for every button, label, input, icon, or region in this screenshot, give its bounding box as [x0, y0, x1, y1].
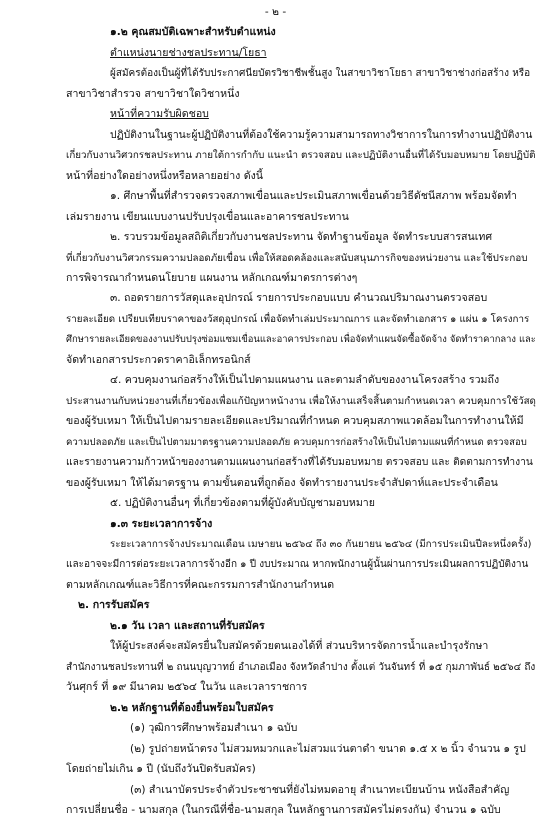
- duty-1-line: ๑. ศึกษาพื้นที่สำรวจตรวจสภาพเขื่อนและประเมินสภาพเขื่อนด้วยวิธีดัชนีสภาพ พร้อมจัดทำ: [110, 190, 517, 203]
- evidence-item: (๓) สำเนาบัตรประจำตัวประชาชนที่ยังไม่หมดอายุ สำเนาทะเบียนบ้าน หนังสือสำคัญ: [130, 783, 510, 796]
- evidence-item: (๒) รูปถ่ายหน้าตรง ไม่สวมหมวกและไม่สวมแว่นตาดำ ขนาด ๑.๕ x ๒ นิ้ว จำนวน ๑ รูป: [130, 742, 526, 755]
- employment-period-line: และอาจจะมีการต่อระยะเวลาการจ้างอีก ๑ ปี งบประมาณ หากพนักงานผู้นั้นผ่านการประเมินผลการปฏิบัติงาน: [66, 559, 529, 571]
- duty-1-line: เล่มรายงาน เขียนแบบงานปรับปรุงเขื่อนและอาคารชลประทาน: [66, 210, 349, 223]
- section-1-2-heading: ๑.๒ คุณสมบัติเฉพาะสำหรับตำแหน่ง: [110, 26, 276, 39]
- section-2-2-heading: ๒.๒ หลักฐานที่ต้องยื่นพร้อมใบสมัคร: [110, 701, 274, 714]
- page-number: - ๒ -: [264, 6, 287, 18]
- duties-heading: หน้าที่ความรับผิดชอบ: [110, 108, 209, 121]
- duties-intro-line: ปฏิบัติงานในฐานะผู้ปฏิบัติงานที่ต้องใช้ความรู้ความสามารถทางวิชาการในการทำงานปฏิบัติงาน: [110, 128, 533, 141]
- duties-intro-line: หน้าที่อย่างใดอย่างหนึ่งหรือหลายอย่าง ดังนี้: [66, 169, 264, 182]
- employment-period-line: ตามหลักเกณฑ์และวิธีการที่คณะกรรมการสำนักงานกำหนด: [66, 578, 335, 591]
- duty-4-line: ของผู้รับเหมา ให้ได้มาตรฐาน ตามขั้นตอนที่ถูกต้อง จัดทำรายงานประจำสัปดาห์และประจำเดือน: [66, 476, 498, 489]
- evidence-item: การเปลี่ยนชื่อ - นามสกุล (ในกรณีที่ชื่อ-นามสกุล ในหลักฐานการสมัครไม่ตรงกัน) จำนวน ๑ ฉบับ: [66, 804, 501, 816]
- evidence-item: (๑) วุฒิการศึกษาพร้อมสำเนา ๑ ฉบับ: [130, 722, 298, 735]
- position-title: ตำแหน่งนายช่างชลประทาน/โยธา: [110, 46, 267, 59]
- duties-intro-line: เกี่ยวกับงานวิศวกรชลประทาน ภายใต้การกำกับ แนะนำ ตรวจสอบ และปฏิบัติงานอื่นที่ได้รับมอบหมาย โดยปฏิบัติ: [66, 150, 536, 162]
- qualification-line: ผู้สมัครต้องเป็นผู้ที่ได้รับประกาศนียบัตรวิชาชีพชั้นสูง ในสาขาวิชาโยธา สาขาวิชาช่างก่อสร้าง หรือ: [110, 68, 531, 80]
- duty-3-line: ศึกษารายละเอียดของงานปรับปรุงซ่อมแซมเขื่อนและอาคารประกอบ เพื่อจัดทำแผนจัดซื้อจัดจ้าง จัดทำราคากลาง และ: [66, 334, 536, 346]
- duty-3-line: จัดทำเอกสารประกวดราคาอิเล็กทรอนิกส์: [66, 353, 251, 366]
- section-2-heading: ๒. การรับสมัคร: [78, 599, 150, 612]
- duty-2-line: ๒. รวบรวมข้อมูลสถิติเกี่ยวกับงานชลประทาน จัดทำฐานข้อมูล จัดทำระบบสารสนเทศ: [110, 231, 493, 244]
- qualification-line: สาขาวิชาสำรวจ สาขาวิชาใดวิชาหนึ่ง: [66, 87, 240, 100]
- section-1-3-heading: ๑.๓ ระยะเวลาการจ้าง: [110, 517, 213, 530]
- section-2-1-heading: ๒.๑ วัน เวลา และสถานที่รับสมัคร: [110, 619, 265, 632]
- application-place-line: วันศุกร์ ที่ ๑๙ มีนาคม ๒๕๖๔ ในวัน และเวลาราชการ: [66, 681, 308, 694]
- duty-2-line: การพิจารณากำหนดนโยบาย แผนงาน หลักเกณฑ์มาตรการต่างๆ: [66, 272, 358, 284]
- duty-4-line: ของผู้รับเหมา ให้เป็นไปตามรายละเอียดและปริมาณที่กำหนด ควบคุมสภาพแวดล้อมในการทำงานให้มี: [66, 415, 524, 428]
- duty-5-line: ๕. ปฏิบัติงานอื่นๆ ที่เกี่ยวข้องตามที่ผู้บังคับบัญชามอบหมาย: [110, 497, 375, 510]
- duty-4-line: ๔. ควบคุมงานก่อสร้างให้เป็นไปตามแผนงาน และตามลำดับของงานโครงสร้าง รวมถึง: [110, 374, 500, 387]
- application-place-line: สำนักงานชลประทานที่ ๒ ถนนบุญวาทย์ อำเภอเมือง จังหวัดลำปาง ตั้งแต่ วันจันทร์ ที่ ๑๕ กุมภาพันธ์ ๒๕๖๔ ถึง: [66, 661, 536, 673]
- duty-2-line: ที่เกี่ยวกับงานวิศวกรรมความปลอดภัยเขื่อน เพื่อให้สอดคล้องและสนับสนุนภารกิจของหน่วยงาน และใช้ประกอบ: [66, 252, 528, 264]
- duty-3-line: รายละเอียด เปรียบเทียบราคาของวัสดุอุปกรณ์ เพื่อจัดทำเล่มประมาณการ และจัดทำเอกสาร ๑ แผ่น ๑ โครงการ: [66, 313, 530, 325]
- employment-period-line: ระยะเวลาการจ้างประมาณเดือน เมษายน ๒๕๖๔ ถึง ๓๐ กันยายน ๒๕๖๔ (มีการประเมินปีละหนึ่งครั้ง): [110, 539, 532, 550]
- application-place-line: ให้ผู้ประสงค์จะสมัครยื่นใบสมัครด้วยตนเองได้ที่ ส่วนบริหารจัดการน้ำและบำรุงรักษา: [110, 640, 489, 653]
- duty-4-line: ประสานงานกับหน่วยงานที่เกี่ยวข้องเพื่อแก้ปัญหาหน้างาน เพื่อให้งานเสร็จสิ้นตามกำหนดเวลา ควบคุมการใช้วัสดุ: [66, 395, 536, 407]
- duty-4-line: ความปลอดภัย และเป็นไปตามมาตรฐานความปลอดภัย ควบคุมการก่อสร้างให้เป็นไปตามแผนที่กำหนด ตรวจสอบ: [66, 436, 527, 448]
- duty-4-line: และรายงานความก้าวหน้าของงานตามแผนงานก่อสร้างที่ได้รับมอบหมาย ตรวจสอบ และ ติดตามการทำงาน: [66, 457, 533, 469]
- duty-3-line: ๓. ถอดรายการวัสดุและอุปกรณ์ รายการประกอบแบบ คำนวณปริมาณงานตรวจสอบ: [110, 292, 488, 305]
- evidence-item: โดยถ่ายไม่เกิน ๑ ปี (นับถึงวันปิดรับสมัคร): [66, 763, 256, 776]
